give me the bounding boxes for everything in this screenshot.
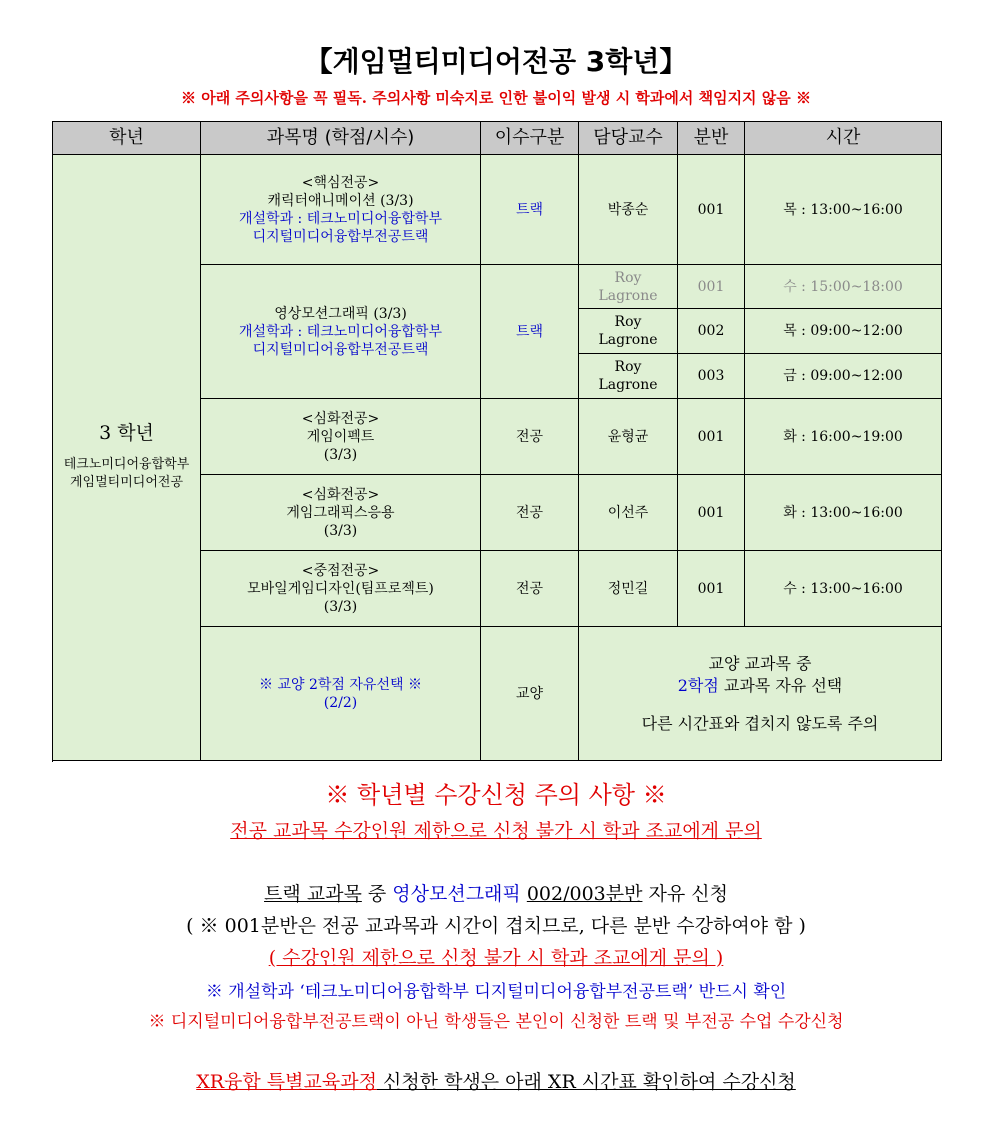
- grade-dept: 테크노미디어융합학부: [63, 456, 190, 472]
- notes-line-5: ※ 개설학과 ‘테크노미디어융합학부 디지털미디어융합부전공트랙’ 반드시 확인: [205, 982, 787, 1002]
- elective-credit-highlight: 2학점: [677, 675, 719, 695]
- notes-line-4-text: ( 수강인원 제한으로 신청 불가 시 학과 조교에게 문의 ): [268, 947, 724, 969]
- elective-note-2-text: 교과목 자유 선택: [718, 675, 843, 695]
- course-professor: [579, 354, 678, 399]
- course-credit: (3/3): [323, 446, 358, 463]
- course-cell: [201, 399, 481, 475]
- course-section: 001: [678, 551, 745, 627]
- notes-heading: ※ 학년별 수강신청 주의 사항 ※: [325, 781, 667, 809]
- course-cell: [201, 265, 481, 399]
- course-section: 003: [678, 354, 745, 399]
- course-tag: <중점전공>: [301, 562, 380, 579]
- elective-note-2: [579, 675, 941, 697]
- course-professor: 정민길: [579, 551, 678, 627]
- course-cell: [201, 627, 481, 761]
- course-type: 트랙: [481, 155, 579, 265]
- course-name: 영상모션그래픽 (3/3): [274, 305, 407, 322]
- grade-major: 게임멀티미디어전공: [69, 474, 184, 490]
- elective-note-cell: [579, 627, 942, 761]
- notes-line-1: [0, 816, 992, 843]
- course-type: 전공: [481, 551, 579, 627]
- course-name: ※ 교양 2학점 자유선택 ※: [259, 676, 422, 693]
- course-credit: (2/2): [323, 694, 358, 711]
- elective-note-3: 다른 시간표와 겹치지 않도록 주의: [641, 713, 879, 733]
- course-name: 게임이펙트: [306, 428, 375, 445]
- course-time: 화 : 13:00~16:00: [745, 475, 942, 551]
- course-open-track: 디지털미디어융합부전공트랙: [252, 228, 429, 245]
- course-professor: [579, 309, 678, 354]
- course-time: 수 : 15:00~18:00: [745, 265, 942, 309]
- course-section: 001: [678, 155, 745, 265]
- professor-first: Roy: [614, 359, 642, 375]
- header-grade: 학년: [53, 122, 201, 155]
- page-title: 【게임멀티미디어전공 3학년】: [304, 45, 688, 78]
- notes-track-label: 트랙 교과목: [264, 883, 362, 905]
- notes-line-2: [0, 879, 992, 906]
- grade-cell: [53, 155, 201, 761]
- professor-last: Lagrone: [598, 332, 658, 348]
- notes-sections: 002/003분반: [526, 883, 643, 905]
- warning-text: ※ 아래 주의사항을 꼭 필독. 주의사항 미숙지로 인한 불이익 발생 시 학과에서 책임지지 않음 ※: [181, 89, 811, 107]
- course-tag: <심화전공>: [301, 410, 380, 427]
- course-open-dept: 개설학과 : 테크노미디어융합학부: [239, 210, 442, 227]
- course-professor: 윤형균: [579, 399, 678, 475]
- course-name: 캐릭터애니메이션 (3/3): [267, 192, 414, 209]
- notes-xr-program: XR융합 특별교육과정: [196, 1071, 377, 1093]
- professor-first: Roy: [614, 314, 642, 330]
- course-cell: [201, 475, 481, 551]
- professor-last: Lagrone: [598, 377, 658, 393]
- notes-line-2-end: 자유 신청: [642, 883, 728, 905]
- course-tag: <심화전공>: [301, 486, 380, 503]
- header-section: 분반: [678, 122, 745, 155]
- course-name: 게임그래픽스응용: [286, 504, 395, 521]
- notes-line-2-mid: 중: [361, 883, 393, 905]
- course-tag: <핵심전공>: [301, 174, 380, 191]
- course-cell: [201, 155, 481, 265]
- notes-line-7: [0, 1067, 992, 1094]
- course-section: 001: [678, 475, 745, 551]
- course-professor: [579, 265, 678, 309]
- professor-first: Roy: [614, 269, 642, 286]
- course-time: 수 : 13:00~16:00: [745, 551, 942, 627]
- notes-line-1-text: 전공 교과목 수강인원 제한으로 신청 불가 시 학과 조교에게 문의: [230, 820, 762, 842]
- course-section: 001: [678, 265, 745, 309]
- course-type: 전공: [481, 475, 579, 551]
- course-professor: 이선주: [579, 475, 678, 551]
- course-open-track: 디지털미디어융합부전공트랙: [252, 341, 429, 358]
- course-type: 트랙: [481, 265, 579, 399]
- notes-course-name: 영상모션그래픽: [392, 883, 521, 905]
- course-type: 전공: [481, 399, 579, 475]
- course-credit: (3/3): [323, 522, 358, 539]
- notes-line-6: ※ 디지털미디어융합부전공트랙이 아닌 학생들은 본인이 신청한 트랙 및 부전공 수업 수강신청: [148, 1012, 844, 1032]
- grade-label: 3 학년: [99, 421, 154, 444]
- course-type: 교양: [481, 627, 579, 761]
- header-type: 이수구분: [481, 122, 579, 155]
- course-time: 금 : 09:00~12:00: [745, 354, 942, 399]
- notes-line-7-text: 신청한 학생은 아래 XR 시간표 확인하여 수강신청: [376, 1071, 796, 1093]
- course-open-dept: 개설학과 : 테크노미디어융합학부: [239, 323, 442, 340]
- course-section: 002: [678, 309, 745, 354]
- header-time: 시간: [745, 122, 942, 155]
- elective-note-1: 교양 교과목 중: [708, 653, 812, 673]
- course-cell: [201, 551, 481, 627]
- schedule-table: [52, 121, 942, 761]
- course-time: 화 : 16:00~19:00: [745, 399, 942, 475]
- notes-line-3: ( ※ 001분반은 전공 교과목과 시간이 겹치므로, 다른 분반 수강하여야 함 ): [186, 915, 806, 937]
- header-course: 과목명 (학점/시수): [201, 122, 481, 155]
- course-credit: (3/3): [323, 598, 358, 615]
- notes-line-4: [0, 943, 992, 970]
- course-time: 목 : 09:00~12:00: [745, 309, 942, 354]
- course-professor: 박종순: [579, 155, 678, 265]
- table-row: [53, 155, 942, 265]
- course-time: 목 : 13:00~16:00: [745, 155, 942, 265]
- header-professor: 담당교수: [579, 122, 678, 155]
- course-name: 모바일게임디자인(팀프로젝트): [247, 580, 434, 597]
- professor-last: Lagrone: [598, 287, 658, 304]
- course-section: 001: [678, 399, 745, 475]
- table-header-row: [53, 122, 942, 155]
